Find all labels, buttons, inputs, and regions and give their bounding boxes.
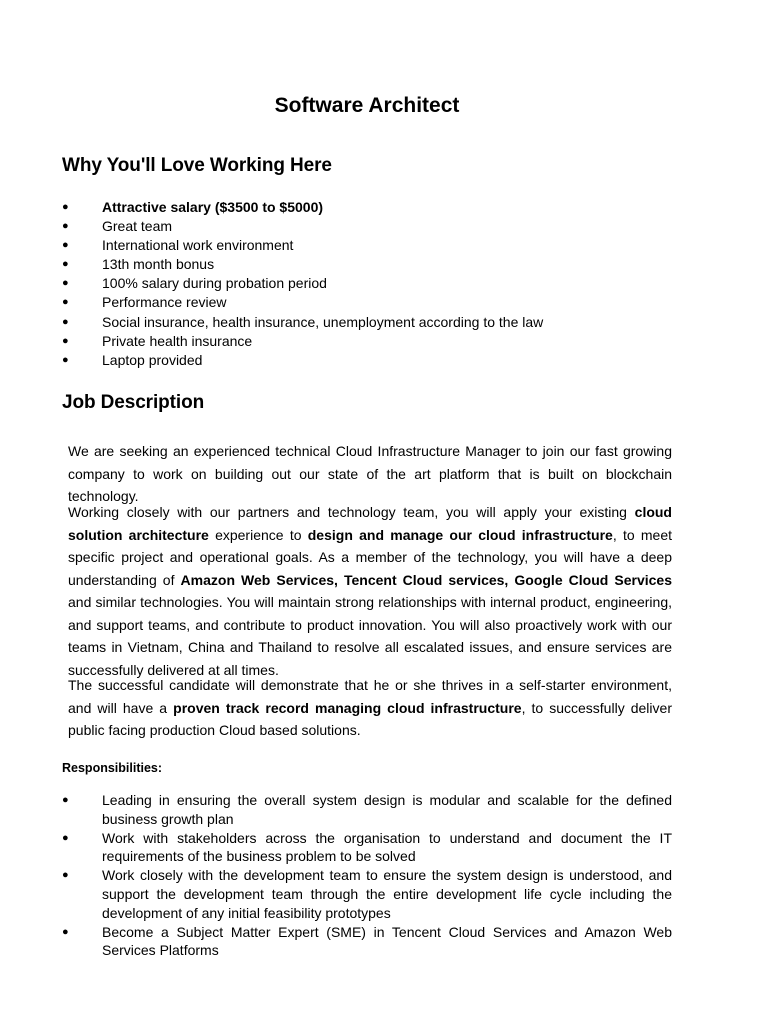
bullet-icon: ●	[62, 353, 69, 366]
bullet-icon: ●	[62, 831, 69, 844]
bullet-icon: ●	[62, 277, 69, 290]
list-item	[62, 217, 682, 236]
list-item	[62, 236, 682, 255]
bullet-icon: ●	[62, 258, 69, 271]
bullet-icon: ●	[62, 794, 69, 806]
list-item	[62, 255, 682, 274]
paragraph-text: The successful candidate will demonstrate that he or she thrives in a self-starter environment, and will have a	[68, 677, 672, 716]
paragraph-text: and similar technologies. You will maintain strong relationships with internal product, engineering, and support teams, and contribute to product innovation. You will also proactively work with our teams in Vietnam, China and Thailand to resolve all escalated issues, and ensure services are successfully delivered at all times.	[68, 594, 672, 678]
list-item	[62, 829, 672, 867]
paragraph-text: , to successfully deliver public facing production Cloud based solutions.	[68, 699, 672, 738]
benefits-heading: Why You'll Love Working Here	[62, 155, 332, 176]
benefits-list	[62, 198, 682, 370]
list-item	[62, 332, 682, 351]
responsibility-text: Work closely with the development team to ensure the system design is understood, and support the development team through the entire development life cycle including the development of any initial feasibility prototypes	[102, 867, 672, 921]
list-item	[62, 293, 682, 312]
list-item	[62, 351, 682, 370]
benefit-text: Social insurance, health insurance, unemployment according to the law	[102, 313, 544, 330]
benefit-text: Performance review	[102, 294, 227, 311]
paragraph-text: , to meet specific project and operational goals. As a member of the technology, you will have a deep understanding of	[68, 526, 672, 588]
benefit-text: 13th month bonus	[102, 256, 215, 273]
job-description-paragraph-3	[68, 674, 672, 742]
job-description-paragraph-2	[68, 501, 672, 681]
page-title: Software Architect	[274, 94, 460, 117]
list-item	[62, 866, 672, 922]
responsibilities-list	[62, 791, 672, 960]
paragraph-emphasis: cloud solution architecture	[68, 504, 672, 543]
list-item	[62, 923, 672, 961]
list-item	[62, 274, 682, 293]
benefit-text: Great team	[102, 218, 173, 235]
bullet-icon: ●	[62, 201, 69, 213]
bullet-icon: ●	[62, 315, 69, 328]
bullet-icon: ●	[62, 869, 69, 882]
list-item	[62, 791, 672, 829]
benefit-salary: Attractive salary ($3500 to $5000)	[102, 199, 324, 215]
list-item	[62, 198, 682, 217]
list-item	[62, 313, 682, 332]
bullet-icon: ●	[62, 334, 69, 347]
responsibility-text: Become a Subject Matter Expert (SME) in Tencent Cloud Services and Amazon Web Services Platforms	[102, 923, 672, 959]
paragraph-text: experience to	[208, 526, 308, 543]
benefit-text: International work environment	[102, 237, 294, 254]
benefit-text: Private health insurance	[102, 332, 253, 349]
bullet-icon: ●	[62, 220, 69, 233]
job-description-heading: Job Description	[62, 392, 205, 413]
benefit-text: Laptop provided	[102, 351, 203, 368]
responsibilities-label: Responsibilities:	[62, 761, 163, 775]
job-description-paragraph-1: We are seeking an experienced technical Cloud Infrastructure Manager to join our fast growing company to work on building out our state of the art platform that is built on blockchain technology.	[68, 443, 672, 504]
responsibility-text: Work with stakeholders across the organisation to understand and document the IT requirements of the business problem to be solved	[102, 829, 672, 865]
paragraph-emphasis: proven track record managing cloud infrastructure	[173, 699, 522, 716]
paragraph-emphasis: design and manage our cloud infrastructure	[307, 526, 613, 543]
bullet-icon: ●	[62, 925, 69, 938]
responsibility-text: Leading in ensuring the overall system design is modular and scalable for the defined business growth plan	[102, 792, 672, 827]
paragraph-text: Working closely with our partners and technology team, you will apply your existing	[68, 504, 635, 520]
paragraph-emphasis: Amazon Web Services, Tencent Cloud services, Google Cloud Services	[180, 571, 672, 588]
bullet-icon: ●	[62, 239, 69, 252]
benefit-text: 100% salary during probation period	[102, 275, 327, 292]
bullet-icon: ●	[62, 296, 69, 309]
